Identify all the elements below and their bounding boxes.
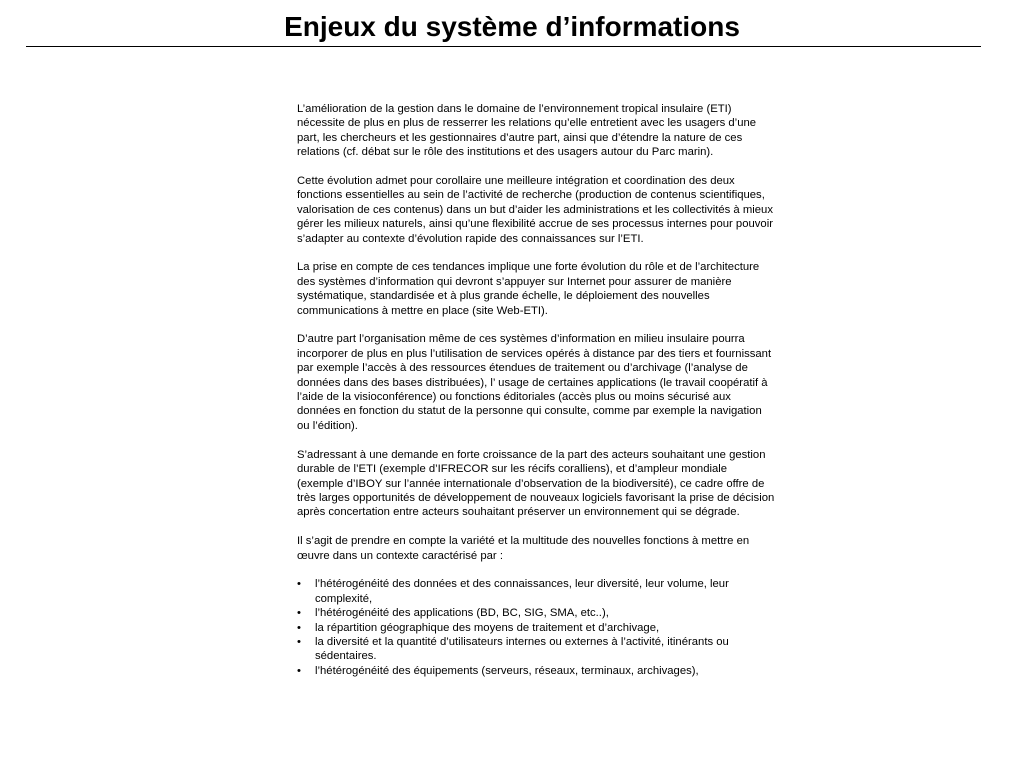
- bullet-icon: •: [297, 664, 301, 677]
- list-item-text: l’hétérogénéité des équipements (serveurs, réseaux, terminaux, archivages),: [315, 664, 699, 677]
- list-item-text: la diversité et la quantité d’utilisateurs internes ou externes à l’activité, itinérants ou sédentaires.: [315, 635, 729, 663]
- paragraph: Cette évolution admet pour corollaire une meilleure intégration et coordination des deux fonctions essentielles au sein de l’activité de recherche (production de contenus scientifiques, valorisation de ces contenus) dans un but d’aider les administrations et les collectivités à mieux gérer les milieux naturels, ainsi qu’une flexibilité accrue de ses processus internes pour pouvoir s’adapter au contexte d’évolution rapide des connaissances sur l’ETI.: [297, 175, 773, 245]
- list-item: [297, 606, 775, 620]
- bullet-icon: •: [297, 578, 301, 591]
- paragraph: D’autre part l’organisation même de ces systèmes d’information en milieu insulaire pourra incorporer de plus en plus l’utilisation de services opérés à distance par des tiers et fournissant par exemple l’accès à des ressources étendues de traitement ou d’archivage (l’analyse de données dans des bases distribuées), l’ usage de certaines applications (le travail coopératif à l’aide de la visioconférence) ou fonctions éditoriales (accès plus ou moins sécurisé aux données en fonction du statut de la personne qui consulte, comme par exemple la navigation ou l’édition).: [297, 333, 772, 432]
- list-item: [297, 577, 775, 606]
- paragraph: S’adressant à une demande en forte croissance de la part des acteurs souhaitant une gestion durable de l’ETI (exemple d’IFRECOR sur les récifs coralliens), et d’ampleur mondiale (exemple d’IBOY sur l’année internationale d’observation de la biodiversité), ce cadre offre de très larges opportunités de développement de nouveaux logiciels favorisant la prise de décision après concertation entre acteurs souhaitant préserver un environnement qui se dégrade.: [297, 448, 775, 519]
- list-item-text: l’hétérogénéité des applications (BD, BC, SIG, SMA, etc..),: [315, 607, 609, 620]
- paragraph: L’amélioration de la gestion dans le domaine de l’environnement tropical insulaire (ETI) nécessite de plus en plus de resserrer les relations qu’elle entretient avec les usagers d’une part, les chercheurs et les gestionnaires d’autre part, ainsi que d’étendre la nature de ces relations (cf. débat sur le rôle des institutions et des usagers autour du Parc marin).: [297, 103, 757, 159]
- paragraph: La prise en compte de ces tendances implique une forte évolution du rôle et de l’architecture des systèmes d’information qui devront s’appuyer sur Internet pour assurer de manière systématique, standardisée et à plus grande échelle, le déploiement des nouvelles communications à mettre en place (site Web-ETI).: [297, 261, 760, 317]
- bullet-icon: •: [297, 607, 301, 620]
- body-text: [297, 102, 775, 678]
- paragraph: Il s’agit de prendre en compte la variété et la multitude des nouvelles fonctions à mettre en œuvre dans un contexte caractérisé par :: [297, 535, 750, 562]
- list-item-text: la répartition géographique des moyens de traitement et d’archivage,: [315, 621, 660, 634]
- title-divider: [26, 46, 981, 47]
- bullet-icon: •: [297, 635, 301, 648]
- bullet-list: [297, 577, 775, 678]
- list-item: [297, 664, 775, 678]
- bullet-icon: •: [297, 621, 301, 634]
- page-title: Enjeux du système d’informations: [284, 11, 740, 42]
- list-item-text: l’hétérogénéité des données et des connaissances, leur diversité, leur volume, leur complexité,: [315, 578, 729, 605]
- list-item: [297, 621, 775, 635]
- list-item: [297, 635, 775, 664]
